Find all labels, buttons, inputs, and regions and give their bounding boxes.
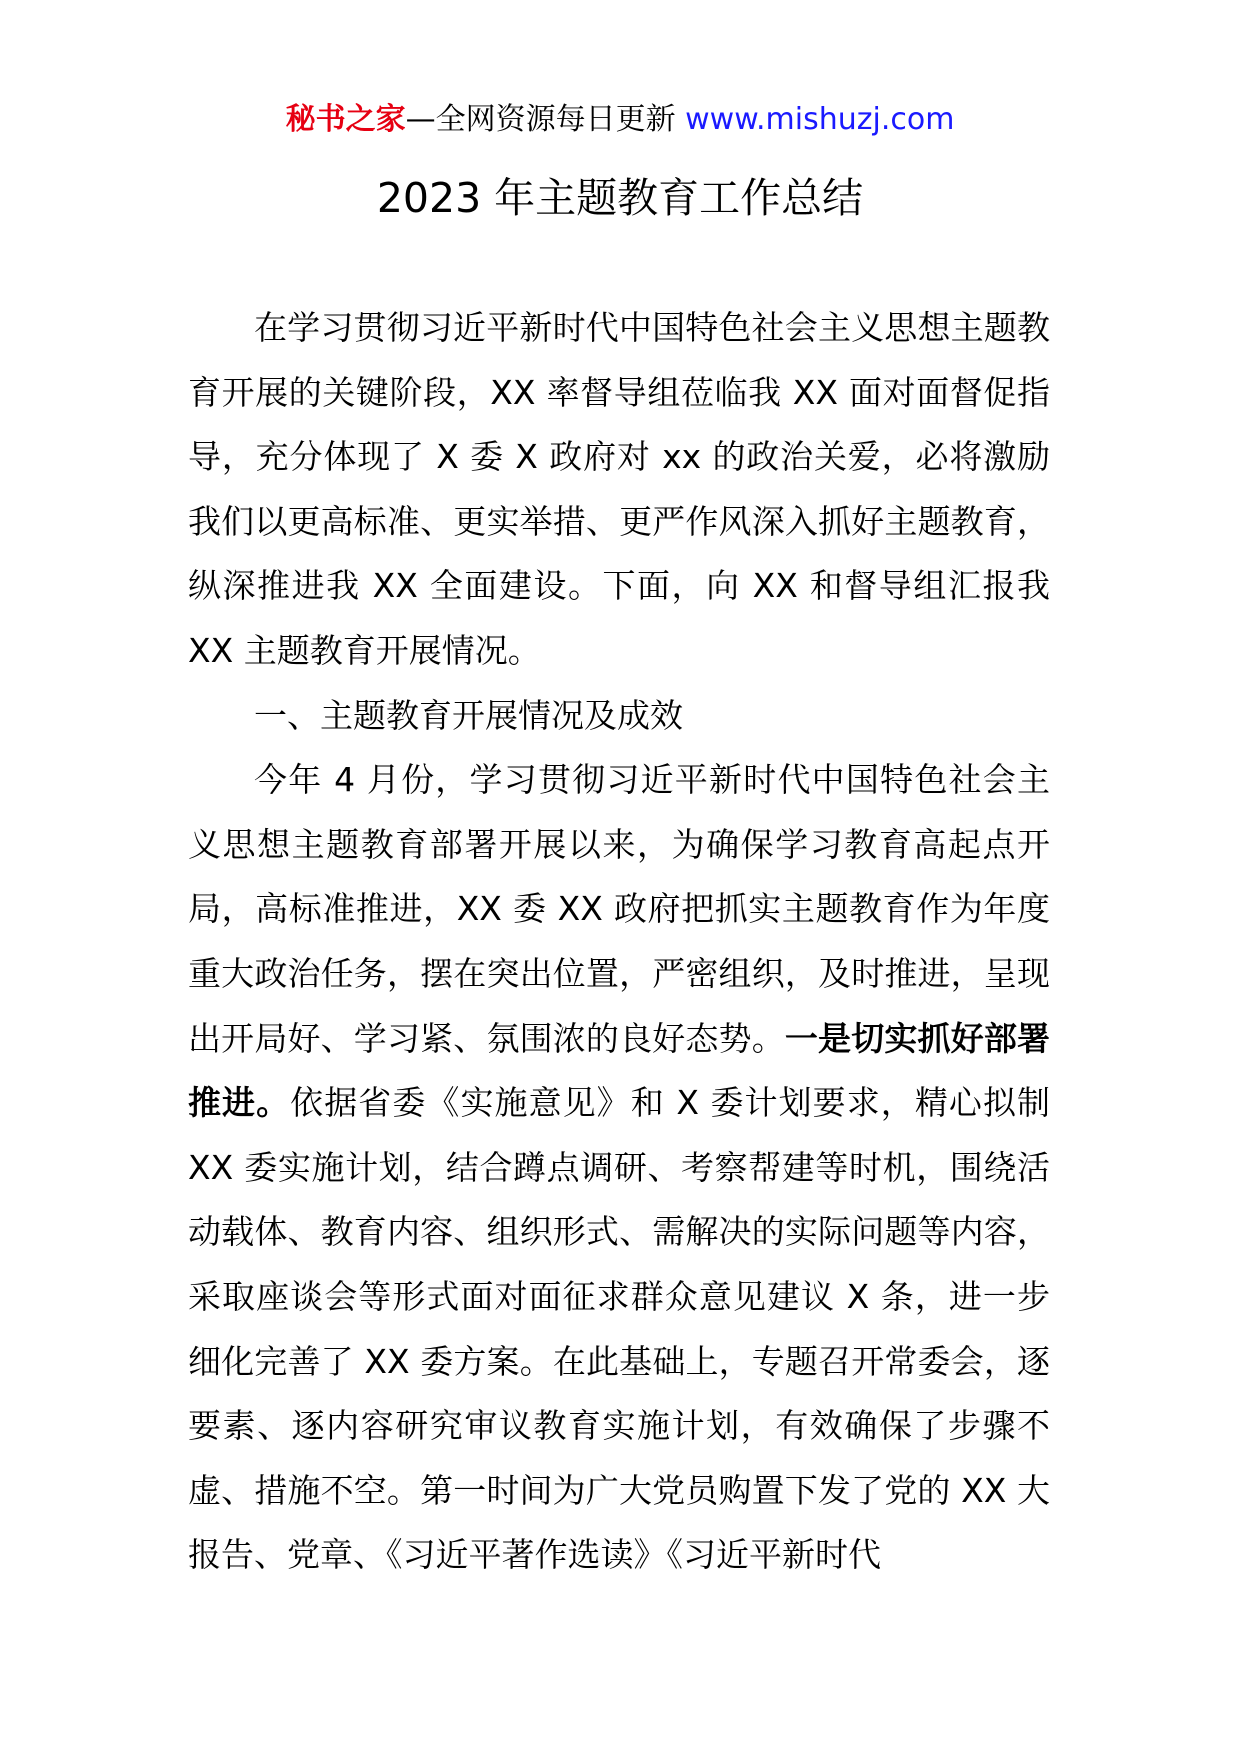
brand-name: 秘书之家 [285, 102, 406, 137]
site-header [0, 98, 1240, 142]
paragraph-2-bold-lead: 一是切实抓好部署推进。 [188, 1018, 1051, 1123]
section-heading-1: 一、主题教育开展情况及成效 [254, 695, 683, 735]
paragraph-2-text: 今年 4 月份，学习贯彻习近平新时代中国特色社会主义思想主题教育部署开展以来，为确保学习教育高起点开局，高标准推进，XX 委 XX 政府把抓实主题教育作为年度重大政治任务，摆在突出位置，严密组织，及时推进，呈现出开局好、学习紧、氛围浓的良好态势。 [188, 760, 1050, 1058]
header-slogan: —全网资源每日更新 [405, 102, 676, 137]
intro-paragraph: 在学习贯彻习近平新时代中国特色社会主义思想主题教育开展的关键阶段，XX 率督导组莅临我 XX 面对面督促指导，充分体现了 X 委 X 政府对 xx 的政治关爱，必将激励我们以更高标准、更实举措、更严作风深入抓好主题教育，纵深推进我 XX 全面建设。下面，向 XX 和督导组汇报我 XX 主题教育开展情况。 [188, 308, 1050, 670]
document-body [188, 296, 1050, 1588]
body-paragraph-2 [188, 748, 1050, 1588]
site-url-link[interactable]: www.mishuzj.com [685, 102, 955, 137]
document-title: 2023 年主题教育工作总结 [376, 174, 864, 222]
paragraph-2-rest: 依据省委《实施意见》和 X 委计划要求，精心拟制 XX 委实施计划，结合蹲点调研、考察帮建等时机，围绕活动载体、教育内容、组织形式、需解决的实际问题等内容，采取座谈会等形式面对面征求群众意见建议 X 条，进一步细化完善了 XX 委方案。在此基础上，专题召开常委会，逐要素、逐内容研究审议教育实施计划，有效确保了步骤不虚、措施不空。第一时间为广大党员购置下发了党的 XX 大报告、党章、《习近平著作选读》《习近平新时代 [188, 1083, 1050, 1575]
